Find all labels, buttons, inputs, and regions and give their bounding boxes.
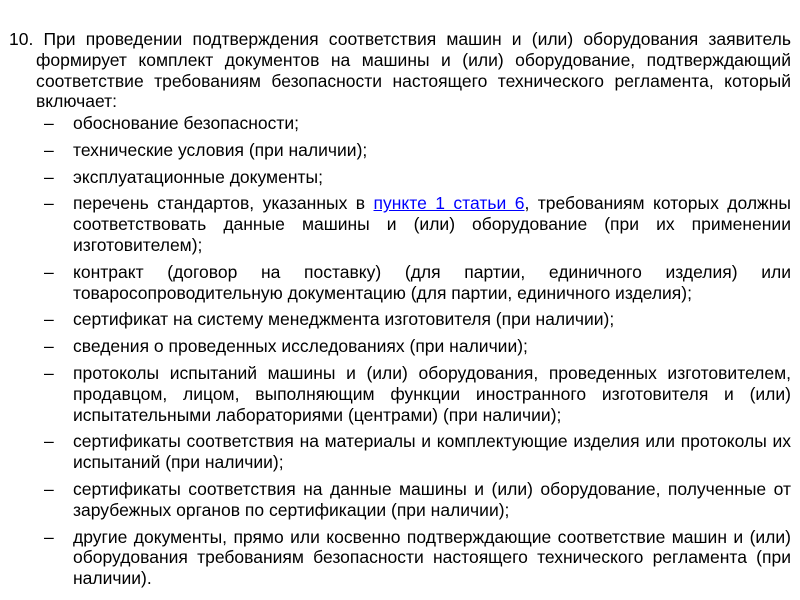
list-item — [0, 479, 800, 521]
list-item-text: контракт (договор на поставку) (для партии, единичного изделия) или товаросопроводительную документацию (для партии, единичного изделия); — [73, 261, 791, 303]
clause-number: 10. — [9, 29, 34, 49]
list-item-text: технические условия (при наличии); — [73, 139, 368, 160]
list-item — [0, 113, 800, 134]
clause-intro-paragraph — [9, 29, 791, 112]
list-dash: – — [44, 166, 54, 187]
list-item-text-before: перечень стандартов, указанных в — [73, 193, 374, 214]
list-item — [0, 431, 800, 473]
list-dash: – — [44, 336, 54, 357]
list-item — [0, 309, 800, 330]
list-dash: – — [44, 309, 54, 330]
list-dash: – — [44, 362, 54, 383]
list-item — [0, 336, 800, 357]
list-item — [0, 167, 800, 188]
list-item-text: другие документы, прямо или косвенно подтверждающие соответствие машин и (или) оборудования требованиям безопасности настоящего технического регламента (при наличии). — [73, 526, 791, 589]
clause-intro-text: При проведении подтверждения соответствия машин и (или) оборудования заявитель формирует комплект документов на машины и (или) оборудование, подтверждающий соответствие требованиям безопасности настоящего технического регламента, который включает: — [36, 29, 791, 112]
list-item-text: обоснование безопасности; — [73, 113, 299, 133]
list-item-text-after: , требованиям которых должны соответствовать данные машины и (или) оборудование (при их применении изготовителем); — [73, 193, 791, 255]
list-item — [0, 363, 800, 425]
list-item-text: сертификат на систему менеджмента изготовителя (при наличии); — [73, 309, 615, 330]
list-dash: – — [44, 431, 54, 452]
list-item-text: протоколы испытаний машины и (или) оборудования, проведенных изготовителем, продавцом, лицом, выполняющим функции иностранного изготовителя и (или) испытательными лабораториями (центрами) (при наличии); — [73, 362, 791, 425]
list-item — [0, 527, 800, 589]
list-item — [0, 262, 800, 304]
list-dash: – — [44, 139, 54, 160]
list-dash: – — [44, 113, 54, 133]
list-dash: – — [44, 526, 54, 547]
list-item-text: сертификаты соответствия на данные машины и (или) оборудование, полученные от зарубежных органов по сертификации (при наличии); — [73, 478, 791, 520]
list-item — [0, 140, 800, 161]
document-list — [0, 113, 800, 595]
list-item-text: сертификаты соответствия на материалы и комплектующие изделия или протоколы их испытаний (при наличии); — [73, 431, 791, 473]
list-item-text: сведения о проведенных исследованиях (при наличии); — [73, 336, 528, 357]
list-item-text: эксплуатационные документы; — [73, 166, 323, 187]
list-dash: – — [44, 261, 54, 282]
article-reference-link[interactable]: пункте 1 статьи 6 — [373, 193, 525, 214]
list-dash: – — [44, 193, 54, 214]
list-dash: – — [44, 478, 54, 499]
list-item — [0, 193, 800, 255]
